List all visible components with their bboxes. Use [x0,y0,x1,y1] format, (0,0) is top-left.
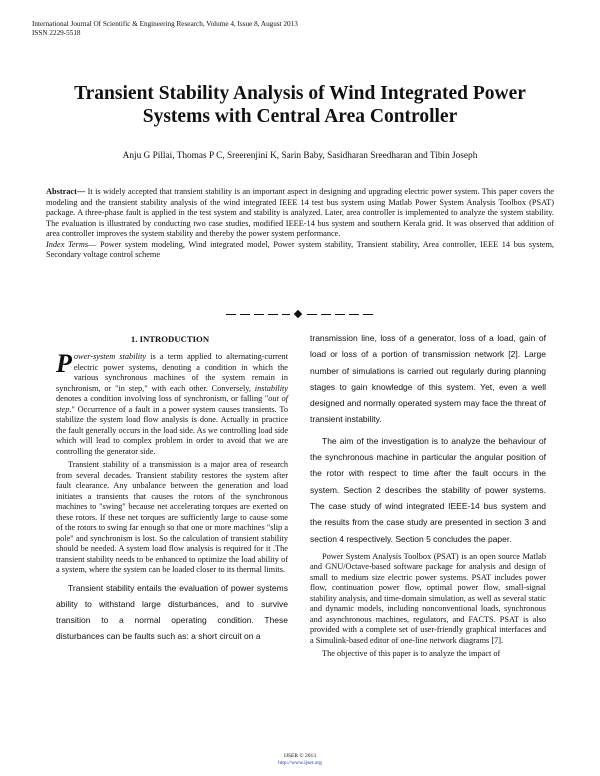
intro-paragraph-7: The objective of this paper is to analyze the impact of [322,649,501,659]
intro-paragraph-2: Transient stability of a transmission is a major area of research from several decades. Transient stability restores the system after fault clearance. Any unbalance between the generation and load initiates a transients that causes the rotors of the synchronous machines to "swing" because net accelerating torques are exerted on these rotors. If these net torques are sufficiently large to cause some of the rotors to swing far enough so that one or more machines "slip a pole" and synchronism is lost. So the calculation of transient stability should be needed. A system load flow analysis is required for it .The transient stability needs to be enhanced to optimize the load ability of a system, where the system can be loaded closer to its thermal limits. [56,460,288,574]
author-list: Anju G Pillai, Thomas P C, Sreerenjini K, Sarin Baby, Sasidharan Sreedharan and Tibin Joseph [122,151,478,161]
intro-paragraph-6: Power System Analysis Toolbox (PSAT) is an open source Matlab and GNU/Octave-based software package for analysis and design of small to medium size electric power systems. PSAT includes power flow, continuation power flow, optimal power flow, small-signal stability analysis, and time-domain simulation, as well as several static and dynamic models, including nonconventional loads, synchronous and asynchronous machines, regulators, and FACTS. PSAT is also provided with a complete set of user-friendly graphical interfaces and a Simulink-based editor of one-line network diagrams [7]. [310,551,546,645]
diamond-icon [294,310,302,318]
drop-cap: P [56,349,72,378]
intro-paragraph-1: Power-system stability is a term applied to alternating-current electric power systems, denoting a condition in which the various synchronous machines of the system remain in synchronism, or "in step," with each other. Conversely, instability denotes a condition involving loss of synchronism, or falling "out of step." Occurrence of a fault in a power system causes transients. To stabilize the system load flow analysis is done. Actually in practice the fault generally occurs in the load side. As we controlling load side which will lead to complex problem in order to avoid that we are controlling the generator side. [56,349,288,456]
title-line-2: Systems with Central Area Controller [142,106,458,127]
journal-url-link[interactable]: http://www.ijser.org [278,760,322,766]
abstract [46,187,554,261]
copyright: IJSER © 2013 [284,753,316,759]
right-column [310,330,546,660]
journal-name: International Journal Of Scientific & Engineering Research, Volume 4, Issue 8, August 2013 [32,20,298,28]
section-separator [226,309,374,321]
title-line-1: Transient Stability Analysis of Wind Integrated Power [74,83,526,104]
index-terms-text: — Power system modeling, Wind integrated model, Power system stability, Transient stability, Area controller, IEEE 14 bus system, Secondary voltage control scheme [46,239,554,259]
section-heading-introduction: 1. INTRODUCTION [130,334,210,344]
intro-paragraph-3: Transient stability entails the evaluation of power systems ability to withstand large disturbances, and to survive transition to a normal operating condition. These disturbances can be faults such as: a short circuit on a [56,582,288,641]
page-footer [250,753,350,767]
paper-title [40,82,560,128]
left-column [56,349,288,644]
issn: ISSN 2229-5518 [32,29,81,37]
journal-header [32,20,298,38]
abstract-text: It is widely accepted that transient stability is an important aspect in designing and upgrading electric power system. This paper covers the modeling and the transient stability analysis of the wind integrated IEEE 14 test bus system using Matlab Power System Analysis Toolbox (PSAT) package. A three-phase fault is applied in the test system and stability is analyzed. Later, area controller is implemented to analyze the system stability. The evaluation is illustrated by conducting two case studies, modified IEEE-14 bus system and southern Kerala grid. It was observed that addition of area controller improves the system stability and thereby the power system performance. [46,187,554,238]
index-terms-label: Index Terms [46,239,89,249]
abstract-label: Abstract— [46,187,86,196]
intro-paragraph-4: transmission line, loss of a generator, loss of a load, gain of load or loss of a portion of transmission network [2]. Large number of simulations is carried out regularly during planning stages to gain knowledge of this system. Yet, even a well designed and normally operated system may face the threat of transient instability. [310,333,546,425]
intro-paragraph-5: The aim of the investigation is to analyze the behaviour of the synchronous machine in particular the angular position of the rotor with respect to time after the fault occurs in the system. Section 2 describes the stability of power systems. The case study of wind integrated IEEE-14 bus system and the results from the case study are presented in section 3 and section 4 respectively. Section 5 concludes the paper. [310,435,546,544]
